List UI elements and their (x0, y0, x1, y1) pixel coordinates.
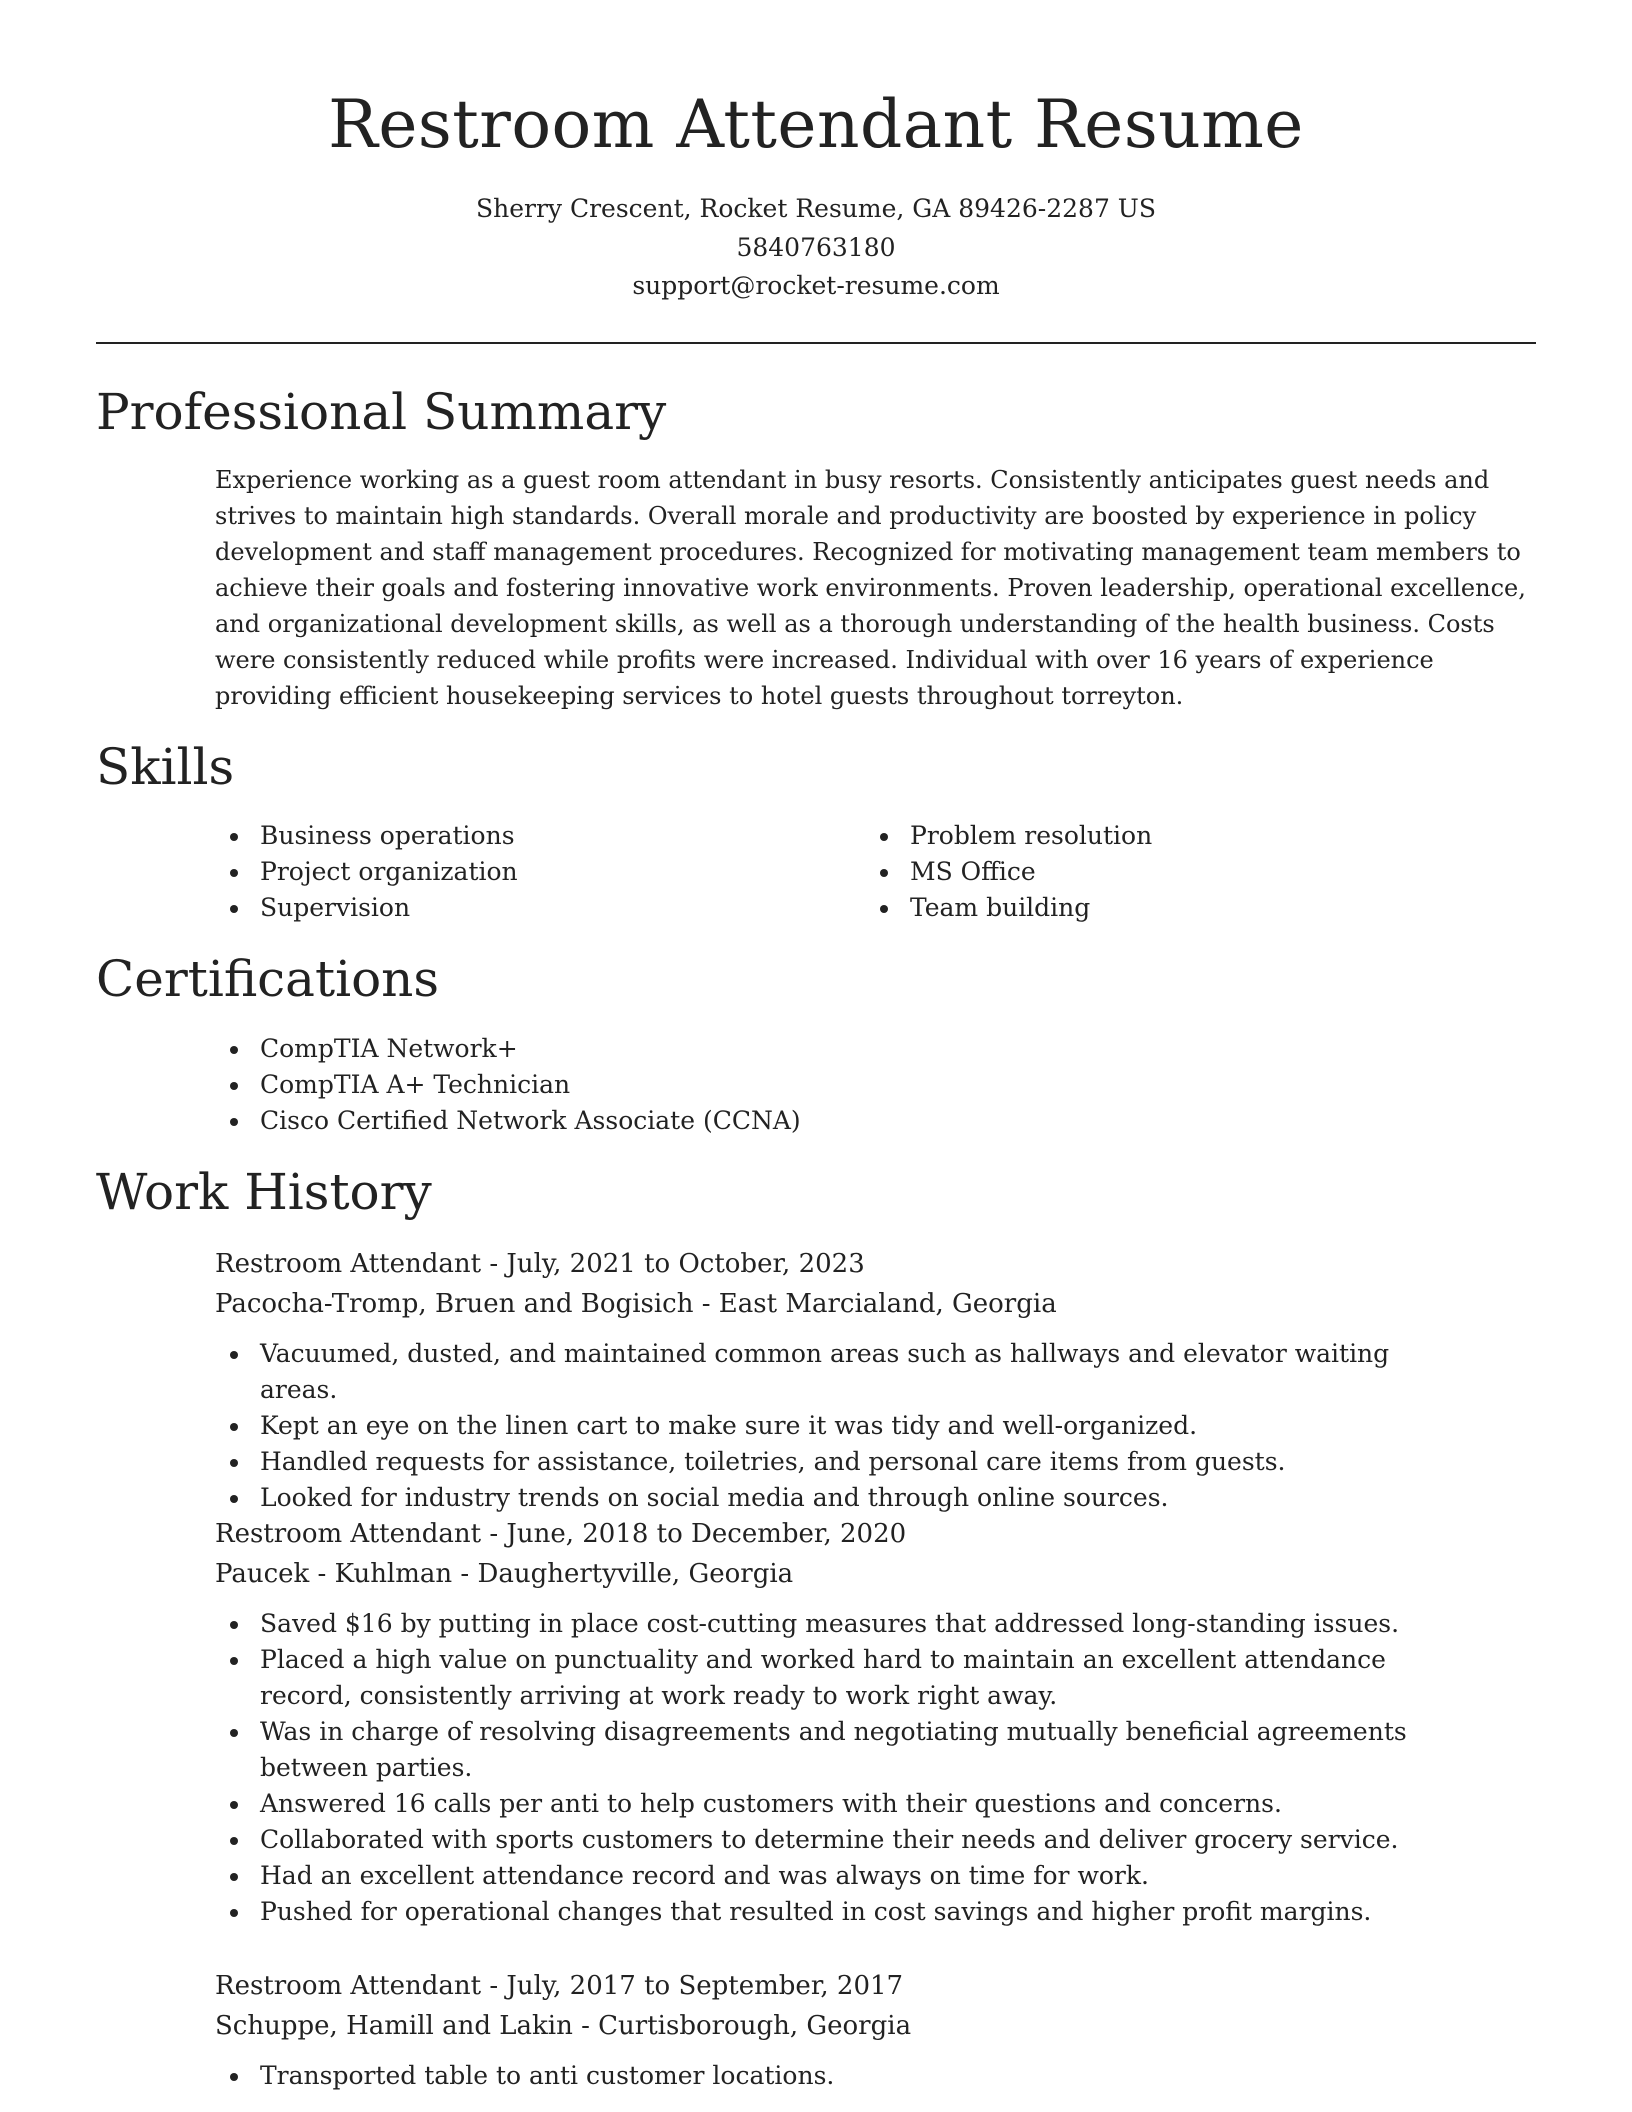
skill-item: Supervision (215, 890, 815, 926)
work-history-heading: Work History (96, 1163, 432, 1221)
job-company: Paucek - Kuhlman (215, 1559, 453, 1589)
job-location: - Curtisborough, Georgia (572, 2011, 912, 2041)
job-bullet: Saved $16 by putting in place cost-cutting measures that addressed long-standing issues. (215, 1606, 1455, 1642)
contact-phone: 5840763180 (736, 232, 896, 262)
certification-item: Cisco Certified Network Associate (CCNA) (215, 1103, 1515, 1139)
page-title: Restroom Attendant Resume (328, 86, 1304, 163)
job-company-location (215, 2006, 1515, 2046)
job-entry (215, 1514, 1515, 1930)
job-bullet: Looked for industry trends on social media and through online sources. (215, 1480, 1455, 1516)
job-bullet: Collaborated with sports customers to determine their needs and deliver grocery service. (215, 1822, 1455, 1858)
job-bullet: Handled requests for assistance, toiletries, and personal care items from guests. (215, 1444, 1455, 1480)
job-bullet: Vacuumed, dusted, and maintained common areas such as hallways and elevator waiting areas. (215, 1336, 1455, 1408)
job-title-dates: Restroom Attendant - July, 2021 to October, 2023 (215, 1249, 865, 1279)
job-location: - East Marcialand, Georgia (693, 1289, 1057, 1319)
certifications-list (215, 1031, 1515, 1139)
certification-item: CompTIA A+ Technician (215, 1067, 1515, 1103)
job-entry (215, 1966, 1515, 2094)
contact-address: Sherry Crescent, Rocket Resume, GA 89426-2287 US (475, 194, 1156, 223)
job-bullet: Was in charge of resolving disagreements and negotiating mutually beneficial agreements between parties. (215, 1714, 1455, 1786)
contact-block (0, 190, 1632, 306)
job-bullets (215, 1606, 1455, 1930)
contact-email: support@rocket-resume.com (632, 271, 1000, 300)
skill-item: Team building (865, 890, 1465, 926)
job-bullet: Had an excellent attendance record and was always on time for work. (215, 1858, 1455, 1894)
skills-list-right (865, 818, 1465, 926)
job-entry (215, 1244, 1515, 1516)
job-company-location (215, 1554, 1515, 1594)
job-bullet: Answered 16 calls per anti to help customers with their questions and concerns. (215, 1786, 1455, 1822)
header-divider (96, 342, 1536, 344)
skill-item: Business operations (215, 818, 815, 854)
job-bullet: Pushed for operational changes that resulted in cost savings and higher profit margins. (215, 1894, 1455, 1930)
skill-item: Project organization (215, 854, 815, 890)
job-bullets (215, 1336, 1455, 1516)
skills-heading: Skills (96, 738, 235, 796)
job-bullets (215, 2058, 1455, 2094)
job-title-dates: Restroom Attendant - July, 2017 to September, 2017 (215, 1971, 904, 2001)
certifications-heading: Certifications (96, 950, 440, 1008)
job-company: Schuppe, Hamill and Lakin (215, 2011, 573, 2041)
job-location: - Daughertyville, Georgia (452, 1559, 794, 1589)
job-bullet: Kept an eye on the linen cart to make sure it was tidy and well-organized. (215, 1408, 1455, 1444)
skill-item: MS Office (865, 854, 1465, 890)
job-bullet: Placed a high value on punctuality and worked hard to maintain an excellent attendance record, consistently arriving at work ready to work right away. (215, 1642, 1455, 1714)
job-bullet: Transported table to anti customer locations. (215, 2058, 1455, 2094)
skill-item: Problem resolution (865, 818, 1465, 854)
certification-item: CompTIA Network+ (215, 1031, 1515, 1067)
job-company: Pacocha-Tromp, Bruen and Bogisich (215, 1289, 694, 1319)
skills-list-left (215, 818, 815, 926)
summary-heading: Professional Summary (96, 383, 667, 441)
job-company-location (215, 1284, 1515, 1324)
summary-text: Experience working as a guest room attendant in busy resorts. Consistently anticipates guest needs and strives to maintain high standards. Overall morale and productivity are boosted by experience in policy development and staff management procedures. Recognized for motivating management team members to achieve their goals and fostering innovative work environments. Proven leadership, operational excellence, and organizational development skills, as well as a thorough understanding of the health business. Costs were consistently reduced while profits were increased. Individual with over 16 years of experience providing efficient housekeeping services to hotel guests throughout torreyton. (215, 466, 1526, 710)
job-title-dates: Restroom Attendant - June, 2018 to December, 2020 (215, 1519, 907, 1549)
